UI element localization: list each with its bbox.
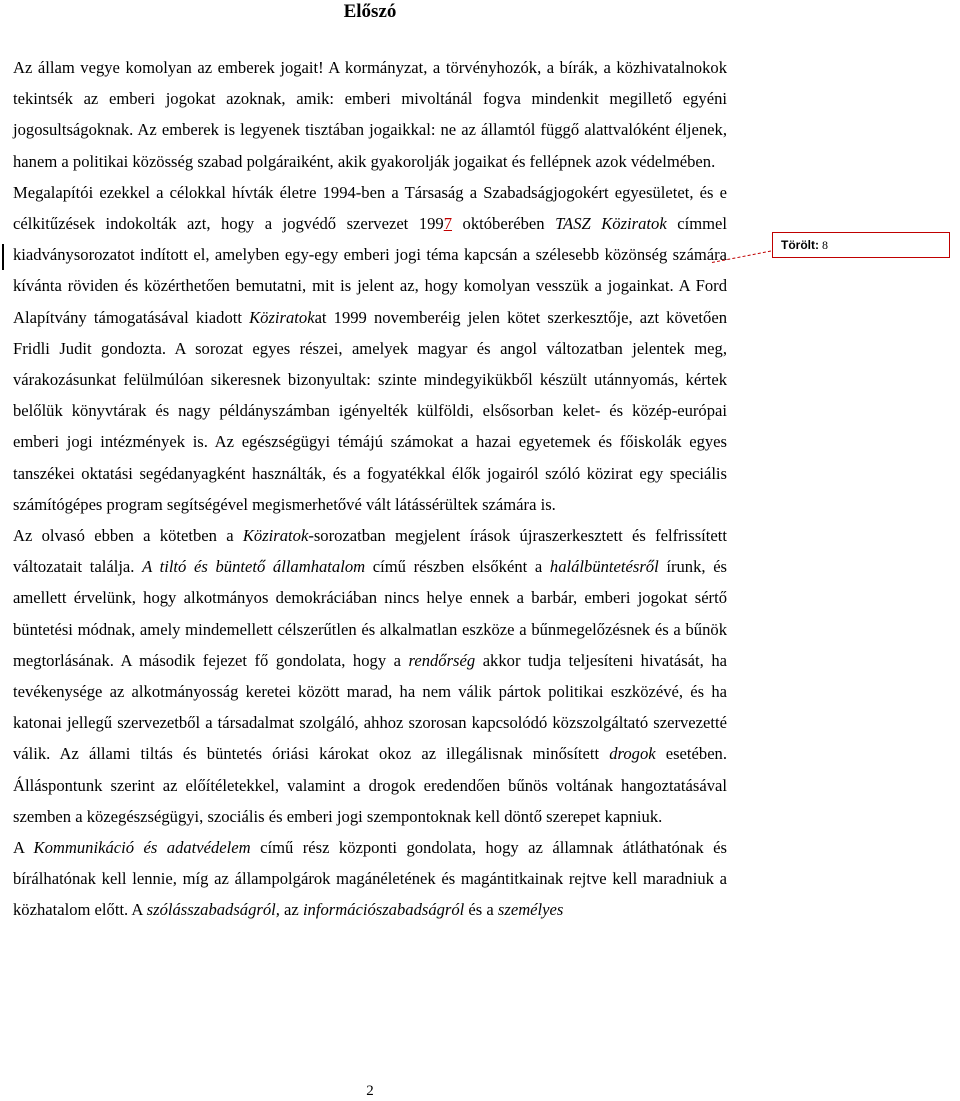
- italic-run: Köziratok: [249, 307, 315, 327]
- italic-run: személyes: [497, 900, 564, 920]
- tracked-insertion[interactable]: 7: [443, 214, 453, 234]
- text-run: című részben elsőként a: [365, 557, 550, 577]
- text-run: akkor tudja teljesíteni hivatását, ha tevékenysége az alkotmányosság keretei között marad, ha nem válik pártok politikai eszközévé, és ha katonai jellegű szervezetből a társadalmat szolgáló, ahhoz szorosan kapcsolódó közszolgáltató szervezetté válik. Az állami tiltás és büntetés óriási károkat okoz az illegálisnak minősített: [13, 650, 727, 764]
- comment-label: Törölt:: [781, 238, 819, 252]
- text-run: at 1999 novemberéig jelen kötet szerkesztője, azt követően Fridli Judit gondozta. A sorozat egyes részei, amelyek magyar és angol változatban jelentek meg, várakozásunkat felülmúlóan sikeresnek bizonyultak: szinte mindegyikükből készült utánnyomás, kértek belőlük könyvtárak és nagy példányszámban igényelték külföldi, elsősorban kelet- és közép-európai emberi jogi intézmények is. Az egészségügyi témájú számokat a hazai egyetemek és főiskolák egyes tanszékei oktatási segédanyagként használták, és a fogyatékkal élők jogairól szóló közirat egy speciális számítógépes program segítségével megismerhetővé vált látássérültek számára is.: [13, 307, 727, 514]
- comment-value: 8: [822, 238, 828, 252]
- italic-run: Köziratok: [242, 526, 309, 546]
- italic-run: információszabadságról: [302, 900, 465, 920]
- page-number: 2: [366, 1083, 374, 1099]
- text-run: -sorozatban megjelent írások újraszerkesztett és felfrissített változatait találja.: [13, 526, 727, 577]
- text-run: az: [279, 900, 303, 920]
- italic-run: TASZ Köziratok: [555, 214, 667, 234]
- text-run: címmel kiadványsorozatot indított el, amelyben egy-egy emberi jogi téma kapcsán a szélesebb közönség számára kívánta röviden és közérthetően bemutatni, mit is jelent az, hogy komolyan vesszük a jogainkat. A Ford Alapítvány támogatásával kiadott: [13, 214, 727, 327]
- italic-run: szólásszabadságról,: [146, 900, 280, 920]
- text-run: és a: [464, 900, 498, 920]
- page-title: Előszó: [343, 1, 397, 22]
- paragraph-4: [13, 832, 727, 926]
- text-run: októberében: [452, 214, 556, 234]
- italic-run: A tiltó és büntető államhatalom: [142, 557, 366, 577]
- text-run: írunk, és amellett érvelünk, hogy alkotmányos demokráciában nincs helye ennek a barbár, emberi jogokat sértő büntetési módnak, amely mindemellett célszerűtlen és alkalmatlan eszköze a bűnmegelőzésnek és a bűnök megtorlásának. A második fejezet fő gondolata, hogy a: [13, 557, 728, 670]
- text-run: Az olvasó ebben a kötetben a: [13, 526, 243, 546]
- paragraph-2: [13, 177, 727, 520]
- text-run: A: [13, 838, 34, 858]
- paragraph-1: Az állam vegye komolyan az emberek jogait! A kormányzat, a törvényhozók, a bírák, a közhivatalnokok tekintsék az emberi jogokat azoknak, amik: emberi mivoltánál fogva mindenkit megillető egyéni jogosultságoknak. Az emberek is legyenek tisztában jogaikkal: ne az államtól függő alattvalóként éljenek, hanem a politikai közösség szabad polgáraiként, akik gyakorolják jogaikat és fellépnek azok védelmében.: [13, 58, 727, 171]
- deletion-comment-balloon[interactable]: [772, 232, 950, 258]
- text-run: című rész központi gondolata, hogy az államnak átláthatónak és bírálhatónak kell lennie, míg az állampolgárok magánéletének és magántitkainak rejtve kell maradniuk a közhatalom előtt. A: [13, 838, 728, 920]
- body-text: [13, 52, 727, 926]
- text-run: Megalapítói ezekkel a célokkal hívták életre 1994-ben a Társaság a Szabadságjogokért egyesületet, és e célkitűzések indokolták azt, hogy a jogvédő szervezet 199: [13, 182, 727, 234]
- italic-run: rendőrség: [408, 650, 476, 670]
- italic-run: halálbüntetésről: [549, 557, 659, 577]
- text-run: esetében. Álláspontunk szerint az előítéletekkel, valamint a drogok eredendően bűnös voltának hangoztatásával szemben a közegészségügyi, szociális és emberi jogi szempontoknak kell döntő szerepet kapniuk.: [13, 744, 728, 826]
- change-bar: [2, 244, 4, 270]
- paragraph-3: [13, 520, 727, 832]
- italic-run: Kommunikáció és adatvédelem: [33, 838, 251, 858]
- italic-run: drogok: [609, 744, 656, 764]
